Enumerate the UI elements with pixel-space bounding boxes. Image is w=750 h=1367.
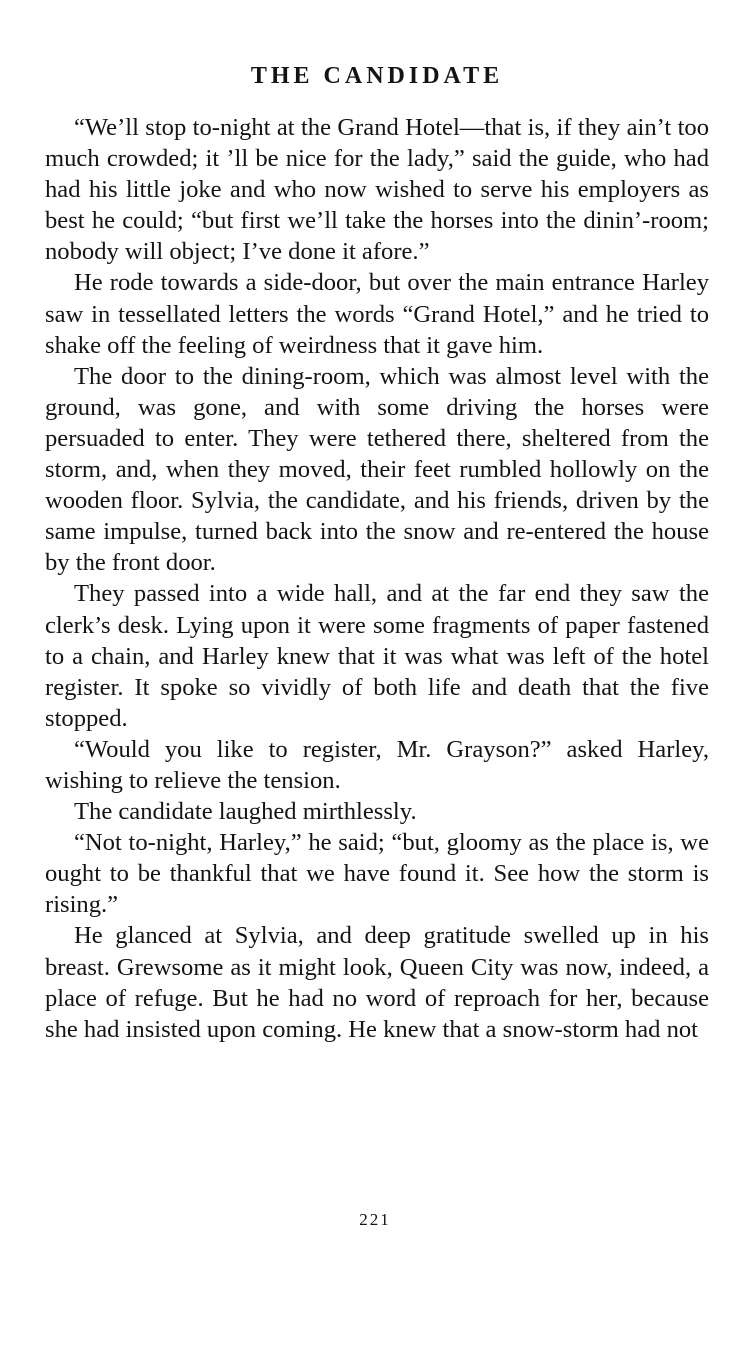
paragraph: “Would you like to register, Mr. Grayson?” asked Harley, wishing to relieve the tension. — [45, 735, 709, 794]
paragraph: They passed into a wide hall, and at the far end they saw the clerk’s desk. Lying upon it were some fragments of paper fastened to a chain, and Harley knew that it was what was left of the hotel register. It spoke so vividly of both life and death that the five stopped. — [45, 580, 709, 732]
body-text — [45, 112, 709, 1045]
paragraph: He glanced at Sylvia, and deep gratitude swelled up in his breast. Grewsome as it might look, Queen City was now, indeed, a place of refuge. But he had no word of reproach for her, because she had insisted upon coming. He knew that a snow-storm had not — [45, 922, 709, 1043]
paragraph: “We’ll stop to-night at the Grand Hotel—that is, if they ain’t too much crowded; it ’ll be nice for the lady,” said the guide, who had had his little joke and who now wished to serve his employers as best he could; “but first we’ll take the horses into the dinin’-room; nobody will object; I’ve done it afore.” — [45, 114, 709, 266]
running-head: THE CANDIDATE — [250, 63, 504, 89]
book-page — [45, 58, 709, 1045]
paragraph: The candidate laughed mirthlessly. — [74, 798, 417, 826]
paragraph: The door to the dining-room, which was almost level with the ground, was gone, and with some driving the horses were persuaded to enter. They were tethered there, sheltered from the storm, and, when they moved, their feet rumbled hollowly on the wooden floor. Sylvia, the candidate, and his friends, driven by the same impulse, turned back into the snow and re-entered the house by the front door. — [45, 362, 709, 577]
paragraph: “Not to-night, Harley,” he said; “but, gloomy as the place is, we ought to be thankful that we have found it. See how the storm is rising.” — [45, 829, 709, 919]
paragraph: He rode towards a side-door, but over the main entrance Harley saw in tessellated letters the words “Grand Hotel,” and he tried to shake off the feeling of weirdness that it gave him. — [45, 269, 709, 359]
page-number: 221 — [359, 1210, 391, 1229]
